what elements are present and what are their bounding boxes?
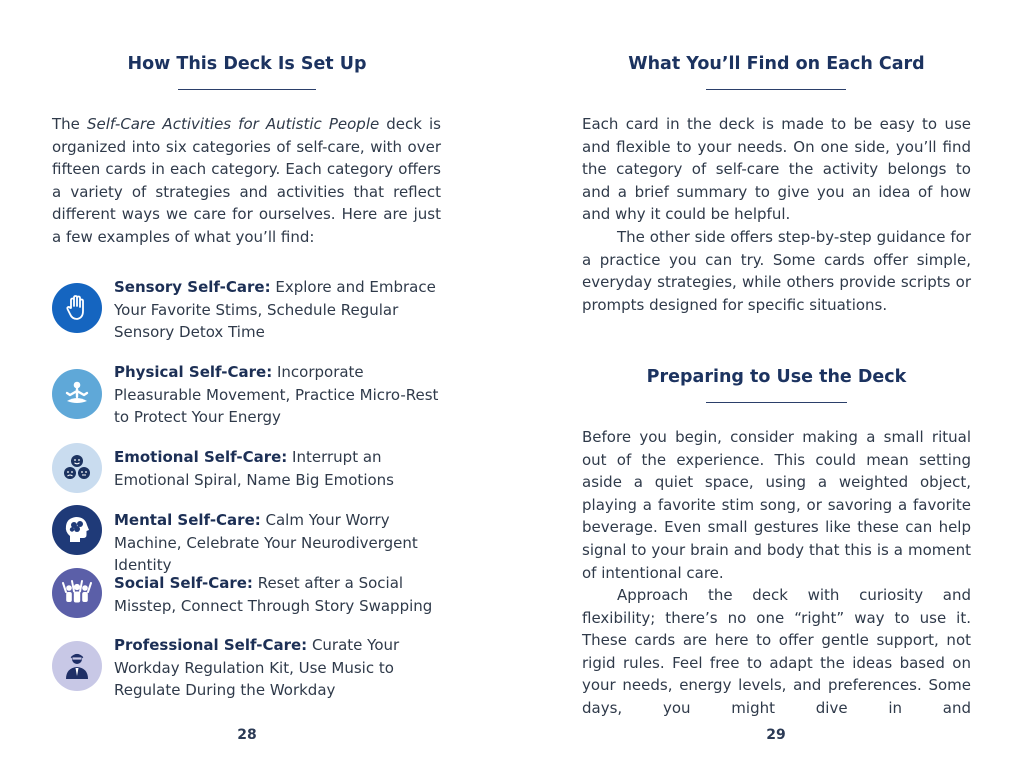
category-name-mental: Mental Self-Care: <box>114 511 261 529</box>
category-item-social <box>52 572 452 622</box>
head-brain-icon <box>52 505 102 555</box>
category-item-emotional <box>52 446 452 496</box>
category-text-social <box>114 572 444 617</box>
left-heading-rule <box>178 89 316 90</box>
card-heading-rule <box>706 89 846 90</box>
card-paragraph-1: Each card in the deck is made to be easy to use and flexible to your needs. On one side, you’ll find the category of self-care the activity belongs to and a brief summary to give you an idea of how and why it could be helpful. <box>582 115 971 224</box>
category-item-sensory <box>52 276 452 346</box>
raised-hand-icon <box>52 283 102 333</box>
prepare-paragraph-1: Before you begin, consider making a small ritual out of the experience. This could mean setting aside a quiet space, using a weighted object, playing a favorite stim song, or savoring a favorite beverage. Even small gestures like these can help signal to your brain and body that this is a moment of intentional care. <box>582 428 971 582</box>
category-item-physical <box>52 361 452 431</box>
category-name-social: Social Self-Care: <box>114 574 253 592</box>
category-text-physical <box>114 361 444 429</box>
category-examples-sensory: Explore and Embrace Your Favorite Stims, Schedule Regular Sensory Detox Time <box>114 278 436 342</box>
page-number-right: 29 <box>766 727 786 743</box>
group-people-icon <box>52 568 102 618</box>
intro-paragraph <box>52 113 441 249</box>
page-number-left: 28 <box>237 727 257 743</box>
meditation-figure-icon <box>52 369 102 419</box>
deck-title: Self-Care Activities for Autistic People <box>86 115 380 133</box>
category-text-emotional <box>114 446 444 491</box>
emotion-faces-icon <box>52 443 102 493</box>
prepare-heading-rule <box>706 402 847 403</box>
card-paragraph-2: The other side offers step-by-step guidance for a practice you can try. Some cards offer simple, everyday strategies, while others provide scripts or prompts designed for specific situations. <box>582 228 971 314</box>
card-section-heading: What You’ll Find on Each Card <box>628 54 925 74</box>
category-text-mental <box>114 509 444 577</box>
category-examples-emotional: Interrupt an Emotional Spiral, Name Big Emotions <box>114 448 394 489</box>
category-examples-mental: Calm Your Worry Machine, Celebrate Your Neurodivergent Identity <box>114 511 418 575</box>
category-text-sensory <box>114 276 444 344</box>
category-name-emotional: Emotional Self-Care: <box>114 448 288 466</box>
prepare-section-heading: Preparing to Use the Deck <box>646 367 907 387</box>
category-name-sensory: Sensory Self-Care: <box>114 278 271 296</box>
left-page-heading: How This Deck Is Set Up <box>127 54 367 74</box>
prepare-paragraph-2: Approach the deck with curiosity and flexibility; there’s no one “right” way to use it. These cards are here to offer gentle support, not rigid rules. Feel free to adapt the ideas based on your needs, energy levels, and preferences. Some days, you might dive in and <box>582 586 971 717</box>
category-item-professional <box>52 634 452 704</box>
right-page <box>512 0 1024 777</box>
category-item-mental <box>52 509 452 575</box>
category-text-professional <box>114 634 444 702</box>
professional-person-icon <box>52 641 102 691</box>
category-name-professional: Professional Self-Care: <box>114 636 308 654</box>
intro-text-start: The <box>52 115 87 133</box>
category-name-physical: Physical Self-Care: <box>114 363 273 381</box>
intro-text-end: deck is organized into six categories of self-care, with over fifteen cards in each category. Each category offers a variety of strategies and activities that reflect different ways we care for ourselves. Here are just a few examples of what you’ll find: <box>52 115 441 246</box>
category-examples-professional: Curate Your Workday Regulation Kit, Use Music to Regulate During the Workday <box>114 636 400 700</box>
category-examples-social: Reset after a Social Misstep, Connect Through Story Swapping <box>114 574 433 615</box>
category-examples-physical: Incorporate Pleasurable Movement, Practice Micro-Rest to Protect Your Energy <box>114 363 439 427</box>
